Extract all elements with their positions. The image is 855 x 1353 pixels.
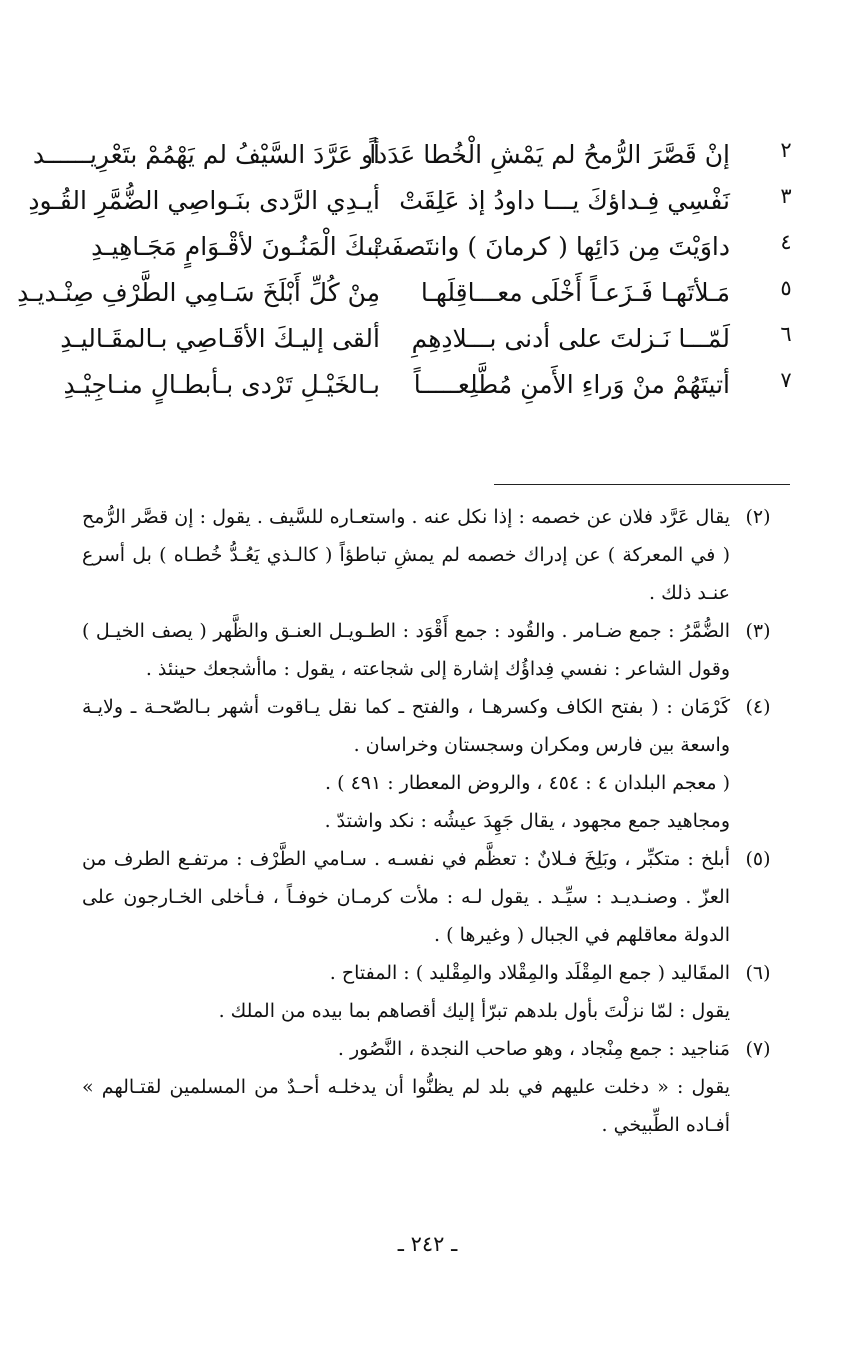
footnote-number: (٦) (745, 962, 771, 984)
verse-first-hemistich: لَمّـــا نَـزلتَ على أدنى بـــلادِهِمِ (411, 324, 730, 353)
footnote-number: (٧) (745, 1038, 771, 1060)
footnote-text: يقول : « دخلت عليهم في بلد لم يظنُّوا أن يدخلـه أحـدٌ من المسلمين لقتـالهم » أفـاده الطِّبيخي . (82, 1076, 730, 1136)
footnote-number: (٢) (745, 506, 771, 528)
footnote-number: (٥) (745, 848, 771, 870)
verse-first-hemistich: داوَيْتَ مِن دَائِها ( كرمانَ ) وانتَصفَتْ (367, 232, 730, 261)
verse (70, 224, 790, 270)
verse-first-hemistich: نَفْسِي فِـداؤكَ يـــا داودُ إذ عَلِقَتْ (399, 186, 730, 215)
poem-block (17, 132, 792, 408)
verse (28, 178, 792, 224)
footnote-number: (٤) (745, 696, 771, 718)
footnote-number: (٣) (745, 620, 771, 642)
verse-second-hemistich: بـالخَيْـلِ تَرْدى بـأبطـالٍ منـاجِيْـدِ (63, 370, 380, 399)
verse (60, 316, 792, 362)
footnote (82, 498, 778, 612)
footnote (82, 1030, 778, 1068)
verse-second-hemistich: مِنْ كُلِّ أَبْلَخَ سَـامِي الطَّرْفِ صِنْـديـدِ (17, 278, 380, 307)
footnote-text: كَرْمَان : ( بفتح الكاف وكسرهـا ، والفتح ـ كما نقل يـاقوت أشهر بـالصّحـة ـ ولايـة واسعة بين فارس ومكران وسجستان وخراسان . (82, 696, 730, 756)
verse-number: ٤ (780, 230, 792, 254)
verse-number: ٢ (780, 138, 792, 162)
verse (17, 270, 792, 316)
footnotes (82, 498, 778, 1144)
page-number: ـ ٢٤٢ ـ (397, 1232, 458, 1256)
footnote (82, 954, 778, 1030)
verse-number: ٥ (780, 276, 792, 300)
verse-first-hemistich: مَـلأتَهـا فَـزَعـاً أَخْلَى معـــاقِلَهـا (420, 278, 730, 307)
footnote-text: الضُّمَّرُ : جمع ضـامر . والقُود : جمع أَقْوَد : الطـويـل العنـق والظَّهر ( يصف الخيـل ) وقول الشاعر : نفسي فِداؤُك إشارة إلى شجاعته ، يقول : ماأشجعك حينئذ . (82, 620, 730, 680)
footnote-text: ( معجم البلدان ٤ : ٤٥٤ ، والروض المعطار : ٤٩١ ) . (325, 772, 730, 794)
footnote-text: يقول : لمّا نزلْتَ بأول بلدهم تبرّأ إليك أقصاهم بما بيده من الملك . (218, 1000, 730, 1022)
verse-number: ٦ (780, 322, 792, 346)
footnote-text: مَناجيد : جمع مِنْجاد ، وهو صاحب النجدة ، النَّصُور . (337, 1038, 730, 1060)
footnote-text: أبلخ : متكبِّر ، وبَلِخَ فـلانٌ : تعظَّم في نفسـه . سـامي الطَّرْف : مرتفـع الطرف من العزّ . وصنـديـد : سيِّـد . يقول لـه : ملأت كرمـان خوفـاً ، فـأخلى الخـارجون على الدولة معاقلهم في الجبال ( وغيرها ) . (82, 848, 730, 946)
footnote-text: ومجاهيد جمع مجهود ، يقال جَهِدَ عيشُه : نكد واشتدّ . (324, 810, 730, 832)
footnote (82, 612, 778, 688)
footnote-text: يقال عَرَّد فلان عن خصمه : إذا نكل عنه . واستعـاره للسَّيف . يقول : إن قصَّر الرُّمح ( في المعركة ) عن إدراك خصمه لم يمشِ تباطؤاً ( كالـذي يَعُـدُّ خُطـاه ) بل أسرع عنـد ذلك . (82, 506, 730, 604)
verse-number: ٣ (780, 184, 792, 208)
footnote-text: المقَاليد ( جمع المِقْلَد والمِقْلاد والمِقْليد ) : المفتاح . (329, 962, 730, 984)
footnote (82, 688, 778, 840)
verse-second-hemistich: أو عَرَّدَ السَّيْفُ لم يَهْمُمْ بتَعْرِيــــــد (32, 140, 380, 169)
footnote (82, 840, 778, 954)
verse-second-hemistich: بـكَ الْمَنُـونَ لأقْـوَامٍ مَجَـاهِيـدِ (91, 232, 380, 261)
verse (63, 362, 792, 408)
verse-second-hemistich: ألقى إليـكَ الأقَـاصِي بـالمقَـاليـدِ (60, 324, 380, 353)
verse-first-hemistich: إنْ قَصَّرَ الرُّمحُ لم يَمْشِ الْخُطا عَدَداً (369, 140, 730, 169)
verse (32, 132, 792, 178)
verse-number: ٧ (780, 368, 792, 392)
verse-first-hemistich: أتيتَهُمْ منْ وَراءِ الأَمنِ مُطَّلِعـــــاً (413, 370, 730, 399)
verse-second-hemistich: أيـدِي الرَّدى بنَـواصِي الضُّمَّرِ القُـودِ (28, 186, 380, 215)
footnote-separator (494, 484, 790, 485)
